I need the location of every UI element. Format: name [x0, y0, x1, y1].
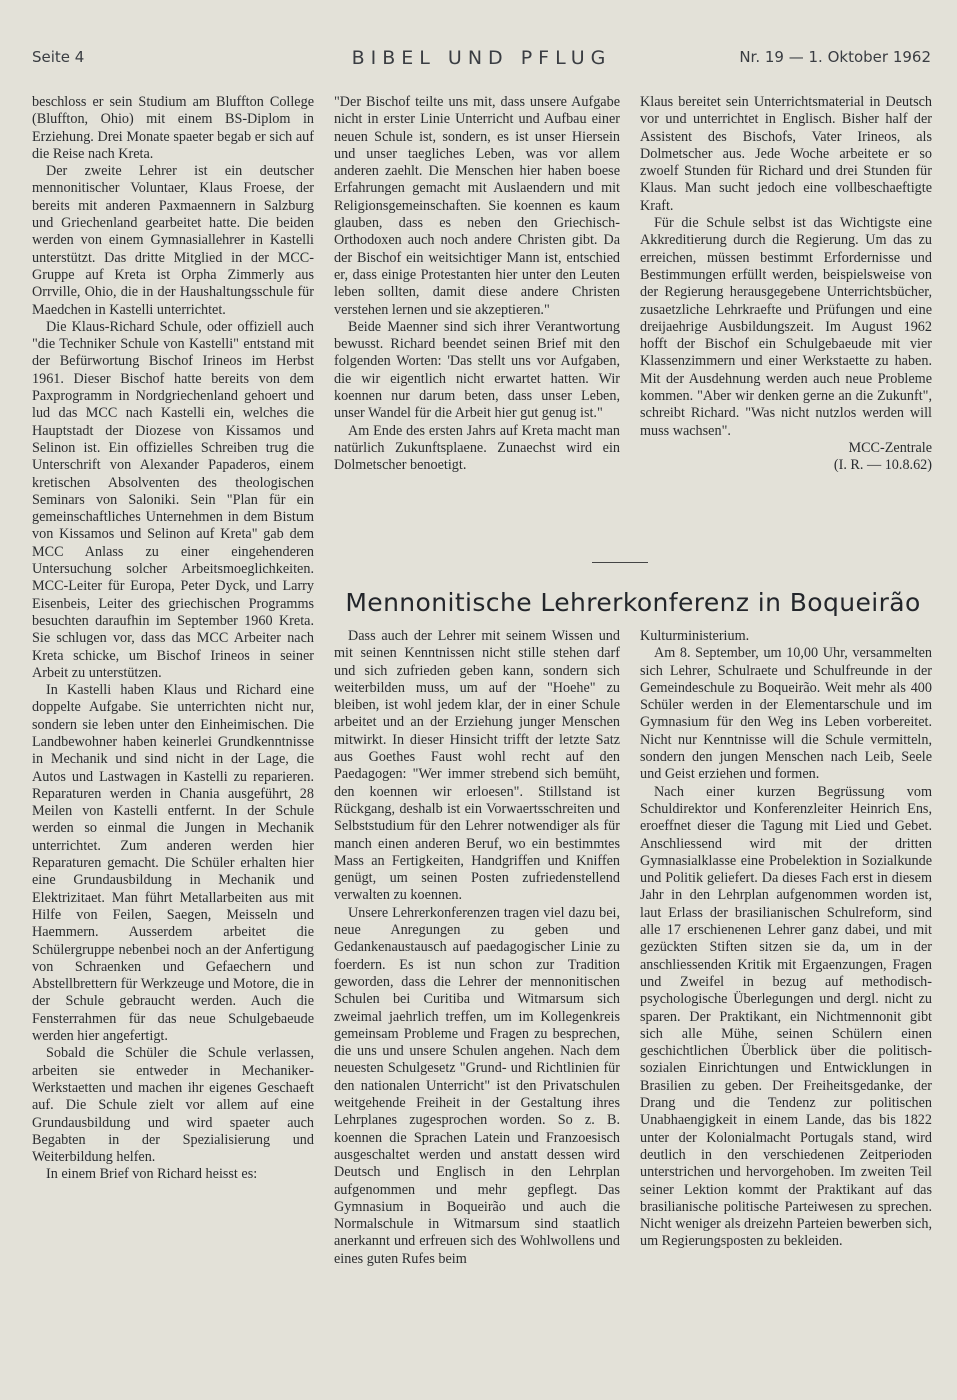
signature: MCC-Zentrale — [848, 439, 932, 456]
signature-date: (I. R. — 10.8.62) — [833, 457, 932, 474]
paragraph: Dass auch der Lehrer mit seinem Wissen und mit seinen Kenntnissen nicht stille stehen darf und sich zufrieden geben kann, sondern sich weiterbilden muss, um auf der "Hoehe" zu bleiben, ist wohl jedem klar, der in einer Schule arbeitet und an der Erziehung junger Menschen mitwirkt. In dieser Hinsicht trifft der letzte Satz aus Goethes Faust wohl recht auf den Paedagogen: "Wer immer strebend sich bemüht, den koennen wir erloesen". Stillstand ist Rückgang, deshalb ist ein Vorwaertsschreiten und Selbststudium für den Lehrer notwendiger als für manch einen anderen Beruf, wo ein bestimmtes Mass an Fertigkeiten, Handgriffen und Kniffen genügt, um seinen Posten zufriedenstellend verwalten zu koennen. — [334, 628, 620, 904]
paragraph: In einem Brief von Richard heisst es: — [46, 1166, 258, 1183]
paragraph: Für die Schule selbst ist das Wichtigste eine Akkreditierung durch die Regierung. Um das zu erreichen, müssen bestimmt Erfordernisse und Bestimmungen erfüllt werden, beispielsweise von der Regierung herausgegebene Unterrichtsbücher, zusaetzliche Lehrkraefte und Prüfungen und eine dreijaehrige Ausbildungszeit. Im August 1962 hofft der Bischof ein Schulgebaeude mit vier Klassenzimmern und einer Werkstaette zu haben. Mit der Ausdehnung werden auch neue Probleme kommen. "Aber wir denken gerne an die Zukunft", schreibt Richard. "Was nicht nutzlos werden will muss wachsen". — [640, 215, 932, 439]
paragraph: Beide Maenner sind sich ihrer Verantwortung bewusst. Richard beendet seinen Brief mit den folgenden Worten: 'Das stellt uns vor Aufgaben, die wir eigentlich nicht erwartet hatten. Wir koennen nur darum beten, dass unser Leben, unser Wandel für die Arbeit hier gut genug ist." — [334, 318, 620, 422]
paragraph: Klaus bereitet sein Unterrichtsmaterial in Deutsch vor und unterrichtet in Englisch. Bisher half der Assistent des Bischofs, Vater Irineos, als Dolmetscher aus. Jede Woche arbeitete er so zwoelf Stunden für Richard und drei Stunden für Klaus. Man sucht jedoch eine vollbeschaeftigte Kraft. — [640, 94, 932, 214]
paragraph: Sobald die Schüler die Schule verlassen, arbeiten sie entweder in Mechaniker-Werkstaetten und machen ihr eigenes Geschaeft auf. Die Schule zielt vor allem auf eine Grundausbildung und wird spaeter auch Begabten in der Spezialisierung und Weiterbildung helfen. — [32, 1045, 314, 1166]
paragraph: Am Ende des ersten Jahrs auf Kreta macht man natürlich Zukunftsplaene. Zunaechst wird ein Dolmetscher benoetigt. — [334, 422, 620, 474]
column-1 — [32, 94, 314, 1184]
article-headline: Mennonitische Lehrerkonferenz in Boqueirão — [345, 588, 921, 617]
column-3 — [640, 94, 932, 475]
paragraph: Nach einer kurzen Begrüssung vom Schuldirektor und Konferenzleiter Heinrich Ens, eroeffnet dieser die Tagung mit Lied und Gebet. Anschliessend wird mit der dritten Gymnasialklasse eine Probelektion in Sozialkunde und Politik geliefert. Da dieses Fach erst in diesem Jahr in den Lehrplan aufgenommen worden ist, laut Erlass der brasilianischen Schulreform, sind alle 17 erschienenen Lehrer ganz dabei, und mit gezückten Stiften sitzen sie da, um in der anschliessenden Kritik mit Ergaenzungen, Fragen und Zweifel in bezug auf methodisch-psychologische Überlegungen und dergl. nicht zu sparen. Der Praktikant, ein Nichtmennonit gibt sich alle Mühe, seinen Schülern einen geschichtlichen Überblick über die politisch-sozialen Einrichtungen und Entwicklungen in Brasilien zu geben. Der Freiheitsgedanke, der Drang und die Tendenz zur politischen Unabhaengigkeit in einem Lande, das bis 1822 unter der Kolonialmacht Portugals stand, wird deutlich in den verschiedenen Zeitperioden unterstrichen und hervorgehoben. Im zweiten Teil seiner Lektion kommt der Praktikant auf das brasilianische politische Parteiwesen zu sprechen. Nicht weniger als dreizehn Parteien bewerben sich, um Regierungsposten zu bekleiden. — [640, 783, 932, 1250]
paragraph: In Kastelli haben Klaus und Richard eine doppelte Aufgabe. Sie unterrichten nicht nur, sondern sie leben unter den Einheimischen. Die Landbewohner haben keinerlei Grundkenntnisse in Mechanik und sind nicht in der Lage, die Autos und Lastwagen in Kastelli zu reparieren. Reparaturen werden in Chania ausgeführt, 28 Meilen von Kastelli entfernt. In der Schule werden so einmal die Jungen in Mechanik unterrichtet. Zum anderen werden hier Reparaturen gemacht. Die Schüler erhalten hier eine Grundausbildung in Mechanik und Elektrizitaet. Man führt Metallarbeiten aus mit Hilfe von Feilen, Saegen, Meisseln und Haemmern. Ausserdem arbeitet die Schülergruppe nebenbei noch an der Anfertigung von Schraenken und Gefaechern und Abstellbrettern für Werkzeuge und Motore, die in der Schule gebraucht werden. Auch die Fensterrahmen für das neue Schulgebaeude werden hier angefertigt. — [32, 682, 314, 1045]
issue-date: Nr. 19 — 1. Oktober 1962 — [739, 48, 931, 66]
section-divider — [592, 562, 648, 563]
article-column-a — [334, 628, 620, 1268]
paragraph: Am 8. September, um 10,00 Uhr, versammelten sich Lehrer, Schulraete und Schulfreunde in der Gemeindeschule zu Boqueirão. Weit mehr als 400 Schüler werden in der Elementarschule und im Gymnasium für den Weg ins Leben vorbereitet. Nicht nur Kenntnisse will die Schule vermitteln, sondern den jungen Menschen nach Leib, Seele und Geist erziehen und formen. — [640, 645, 932, 783]
paragraph: Unsere Lehrerkonferenzen tragen viel dazu bei, neue Anregungen zu geben und Gedankenaustausch auf paedagogischer Linie zu foerdern. Es ist nun schon zur Tradition geworden, dass die Lehrer der mennonitischen Schulen bei Curitiba und Witmarsum sich zweimal jaehrlich treffen, um im Kollegenkreis gemeinsam Probleme und Fragen zu besprechen, die uns und unsere Schulen angehen. Nach dem neuesten Schulgesetz "Grund- und Richtlinien für den nationalen Unterricht" ist den Privatschulen weitgehende Freiheit in der Gestaltung ihres Lehrplanes zugesprochen worden. So z. B. koennen die Sprachen Latein und Franzoesisch ausgeschaltet werden und anstatt dessen wird Deutsch und Englisch in den Lehrplan aufgenommen und mehr gepflegt. Das Gymnasium in Boqueirão und auch die Normalschule in Witmarsum sind staatlich anerkannt und erfreuen sich des Wohlwollens und eines guten Rufes beim — [334, 904, 620, 1267]
paragraph: Kulturministerium. — [640, 628, 750, 644]
paragraph: Die Klaus-Richard Schule, oder offiziell auch "die Techniker Schule von Kastelli" entstand mit der Befürwortung Bischof Irineos im Herbst 1961. Dieser Bischof hatte bereits von dem Paxprogramm in Nordgriechenland gehoert und lud das MCC nach Kastelli ein, welches die Hauptstadt der Diozese von Kissamos und Selinon ist. Ein offizielles Schreiben trug die Unterschrift von Alexander Papaderos, einem kretischen Absolventen des theologischen Seminars von Saloniki. Sein "Plan für ein gemeinschaftliches Unternehmen in dem Bistum von Kissamos und Selinon auf Kreta" gab dem MCC Anlass zu einer eingehenderen Untersuchung solcher Arbeitsmoeglichkeiten. MCC-Leiter für Europa, Peter Dyck, und Larry Eisenbeis, Leiter des griechischen Programms besuchten daraufhin im September 1960 Kreta. Sie schlugen vor, dass das MCC Arbeiter nach Kreta schicke, um Bischof Irineos in seiner Arbeit zu unterstützen. — [32, 318, 314, 681]
masthead-title: BIBEL UND PFLUG — [351, 47, 612, 69]
paragraph: Der zweite Lehrer ist ein deutscher mennonitischer Voluntaer, Klaus Froese, der bereits mit anderen Paxmaennern in Salzburg und Griechenland gearbeitet hatte. Die beiden werden von einem Gymnasiallehrer in Kastelli unterstützt. Das dritte Mitglied in der MCC-Gruppe auf Kreta ist Orpha Zimmerly aus Orrville, Ohio, die in der Haushaltungsschule für Maedchen in Kastelli unterrichtet. — [32, 163, 314, 318]
column-2 — [334, 94, 620, 475]
page-number: Seite 4 — [32, 48, 85, 66]
paragraph: beschloss er sein Studium am Bluffton College (Bluffton, Ohio) mit einem BS-Diplom in Erziehung. Drei Monate spaeter begab er sich auf die Reise nach Kreta. — [32, 94, 314, 162]
page-header — [32, 44, 931, 72]
paragraph: "Der Bischof teilte uns mit, dass unsere Aufgabe nicht in erster Linie Unterricht und Aufbau einer neuen Schule ist, sondern, es ist unser Hiersein und unser taegliches Leben, was vor allem anderen zaehlt. Die Menschen hier haben boese Erfahrungen gemacht mit Auslaendern und mit Religionsgemeinschaften. Sie koennen es kaum glauben, dass es neben den Griechisch-Orthodoxen auch noch andere Christen gibt. Da der Bischof ein weitsichtiger Mann ist, entschied er, dass einige Protestanten hier unter den Leuten leben sollten, damit diese andere Christen verstehen lernen und sie akzeptieren." — [334, 94, 620, 318]
article-column-b — [640, 628, 932, 1251]
